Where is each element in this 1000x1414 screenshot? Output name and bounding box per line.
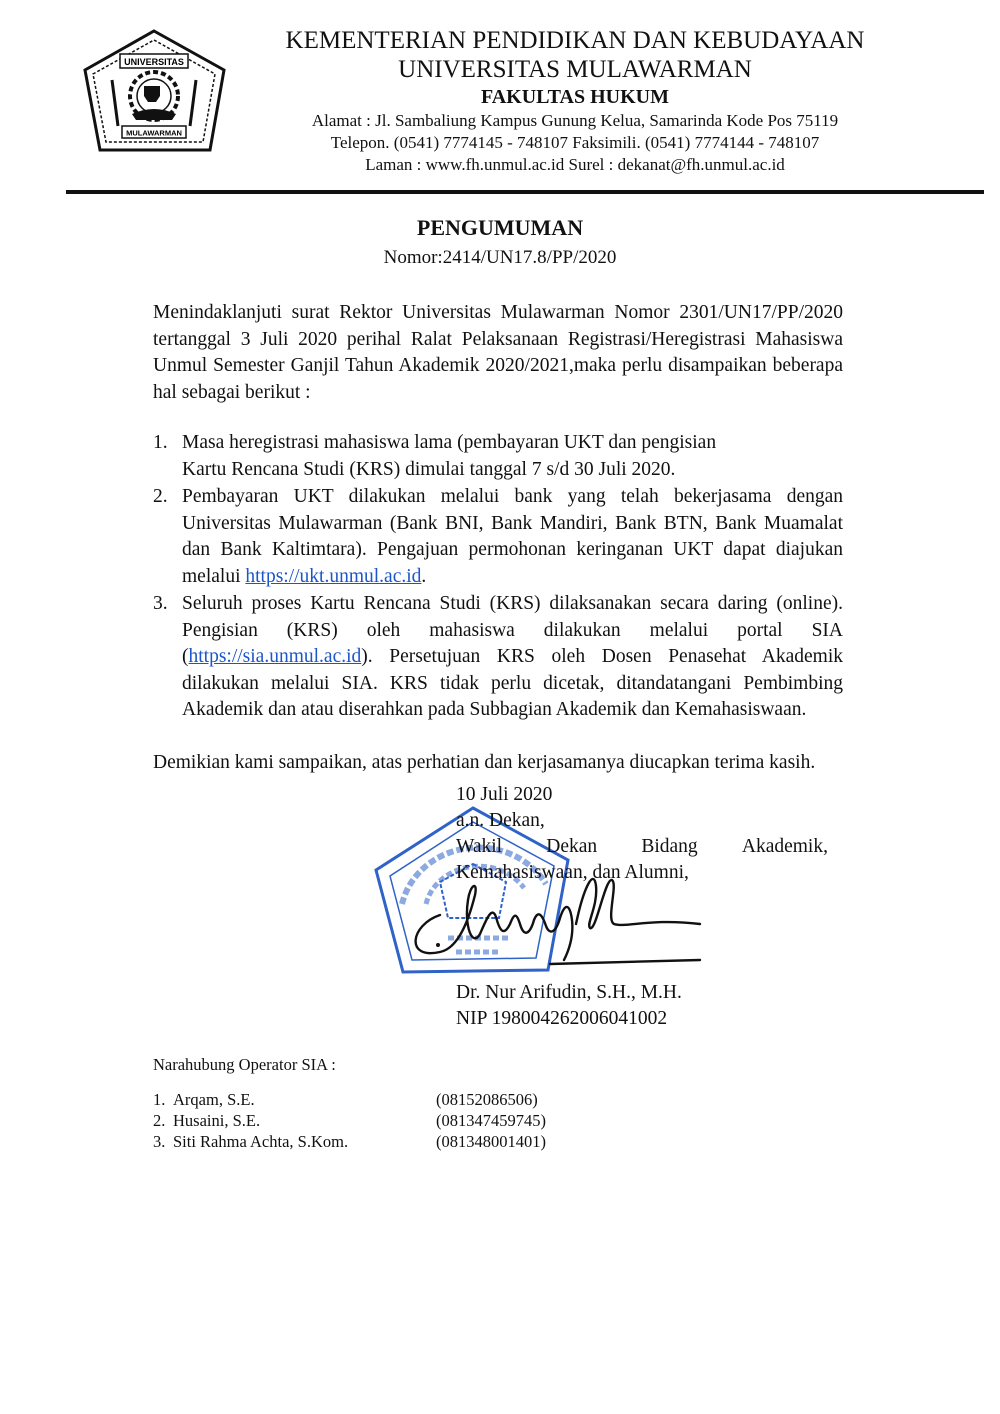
document-number: Nomor:2414/UN17.8/PP/2020 [383,247,617,268]
letterhead-divider [66,190,984,194]
role-word: Akademik, [741,836,828,857]
role-word: Wakil [456,836,503,857]
signatory-name: Dr. Nur Arifudin, S.H., M.H. [456,982,682,1003]
list-item [153,484,843,590]
list-item-text: Kartu Rencana Studi (KRS) dimulai tanggal 7 s/d 30 Juli 2020. [182,458,676,480]
list-item [153,591,843,724]
intro-paragraph: Menindaklanjuti surat Rektor Universitas Mulawarman Nomor 2301/UN17/PP/2020 tertanggal 3 Juli 2020 perihal Ralat Pelaksanaan Registrasi/Heregistrasi Mahasiswa Unmul Semester Ganjil Tahun Akademik 2020/2021,maka perlu disampaikan beberapa hal sebagai berikut : [153,302,843,403]
contact-phone: (081347459745) [436,1111,546,1130]
contact-phone: (081348001401) [436,1132,546,1151]
document-title: PENGUMUMAN [416,215,584,240]
signature-block [456,782,836,1032]
contact-number: 2. [153,1111,166,1130]
university-name: UNIVERSITAS MULAWARMAN [398,56,752,83]
logo-text-bottom: MULAWARMAN [126,128,182,138]
contact-number: 1. [153,1090,166,1109]
faculty-name: FAKULTAS HUKUM [481,86,669,108]
signature-date: 10 Juli 2020 [456,784,553,805]
university-logo [82,28,227,156]
ukt-link[interactable]: https://ukt.unmul.ac.id [245,565,422,587]
list-item-text: Masa heregistrasi mahasiswa lama (pembayaran UKT dan pengisian [182,432,717,453]
contact-row [153,1089,853,1110]
list-item-number: 3. [153,593,168,614]
web-email-line: Laman : www.fh.unmul.ac.id Surel : dekanat@fh.unmul.ac.id [365,155,785,174]
address-line: Alamat : Jl. Sambaliung Kampus Gunung Kelua, Samarinda Kode Pos 75119 [311,111,839,130]
role-word: Bidang [641,836,698,857]
phone-line: Telepon. (0541) 7774145 - 748107 Faksimili. (0541) 7774144 - 748107 [330,133,820,152]
letterhead-text [270,26,880,176]
sia-link[interactable]: https://sia.unmul.ac.id [188,646,362,667]
contacts-title: Narahubung Operator SIA : [153,1055,336,1074]
list-item [153,430,843,483]
contact-name: Siti Rahma Achta, S.Kom. [173,1132,349,1151]
list-item-number: 1. [153,432,168,453]
list-item-text: ). Persetujuan KRS oleh Dosen Penasehat Akademik dilakukan melalui SIA. KRS tidak perlu dicetak, ditandatangani Pembimbing Akademik dan atau diserahkan pada Subbagian Akademik dan Kemahasiswaan. [182,646,843,720]
list-item-text: . [421,565,427,587]
contact-row [153,1131,853,1152]
letterhead [0,26,1000,186]
contact-name: Arqam, S.E. [173,1090,255,1109]
announcement-list [153,430,843,724]
contact-phone: (08152086506) [436,1090,538,1109]
ministry-name: KEMENTERIAN PENDIDIKAN DAN KEBUDAYAAN [285,27,865,54]
signatory-role-line2: Kemahasiswaan, dan Alumni, [456,862,689,883]
list-item-text: Pembayaran UKT dilakukan melalui bank yang telah bekerjasama dengan Universitas Mulawarman (Bank BNI, Bank Mandiri, Bank BTN, Bank Muamalat dan Bank Kaltimtara). Pengajuan permohonan keringanan UKT dapat diajukan melalui [182,486,843,587]
closing-paragraph: Demikian kami sampaikan, atas perhatian dan kerjasamanya diucapkan terima kasih. [153,751,816,773]
role-word: Dekan [546,836,598,857]
document-body [153,300,843,776]
list-item-text: Seluruh proses Kartu Rencana Studi (KRS) dilaksanakan secara daring (online). Pengisian (KRS) oleh mahasiswa dilakukan melalui portal SIA ( [182,593,843,667]
logo-text-top: UNIVERSITAS [124,57,184,67]
signatory-nip: NIP 198004262006041002 [456,1008,668,1029]
list-item-number: 2. [153,486,168,507]
signature-on-behalf: a.n. Dekan, [456,810,545,831]
contact-row [153,1110,853,1131]
contact-name: Husaini, S.E. [173,1111,261,1130]
contact-number: 3. [153,1132,166,1151]
contacts-section [153,1054,853,1152]
signatory-role-line1 [456,834,828,860]
